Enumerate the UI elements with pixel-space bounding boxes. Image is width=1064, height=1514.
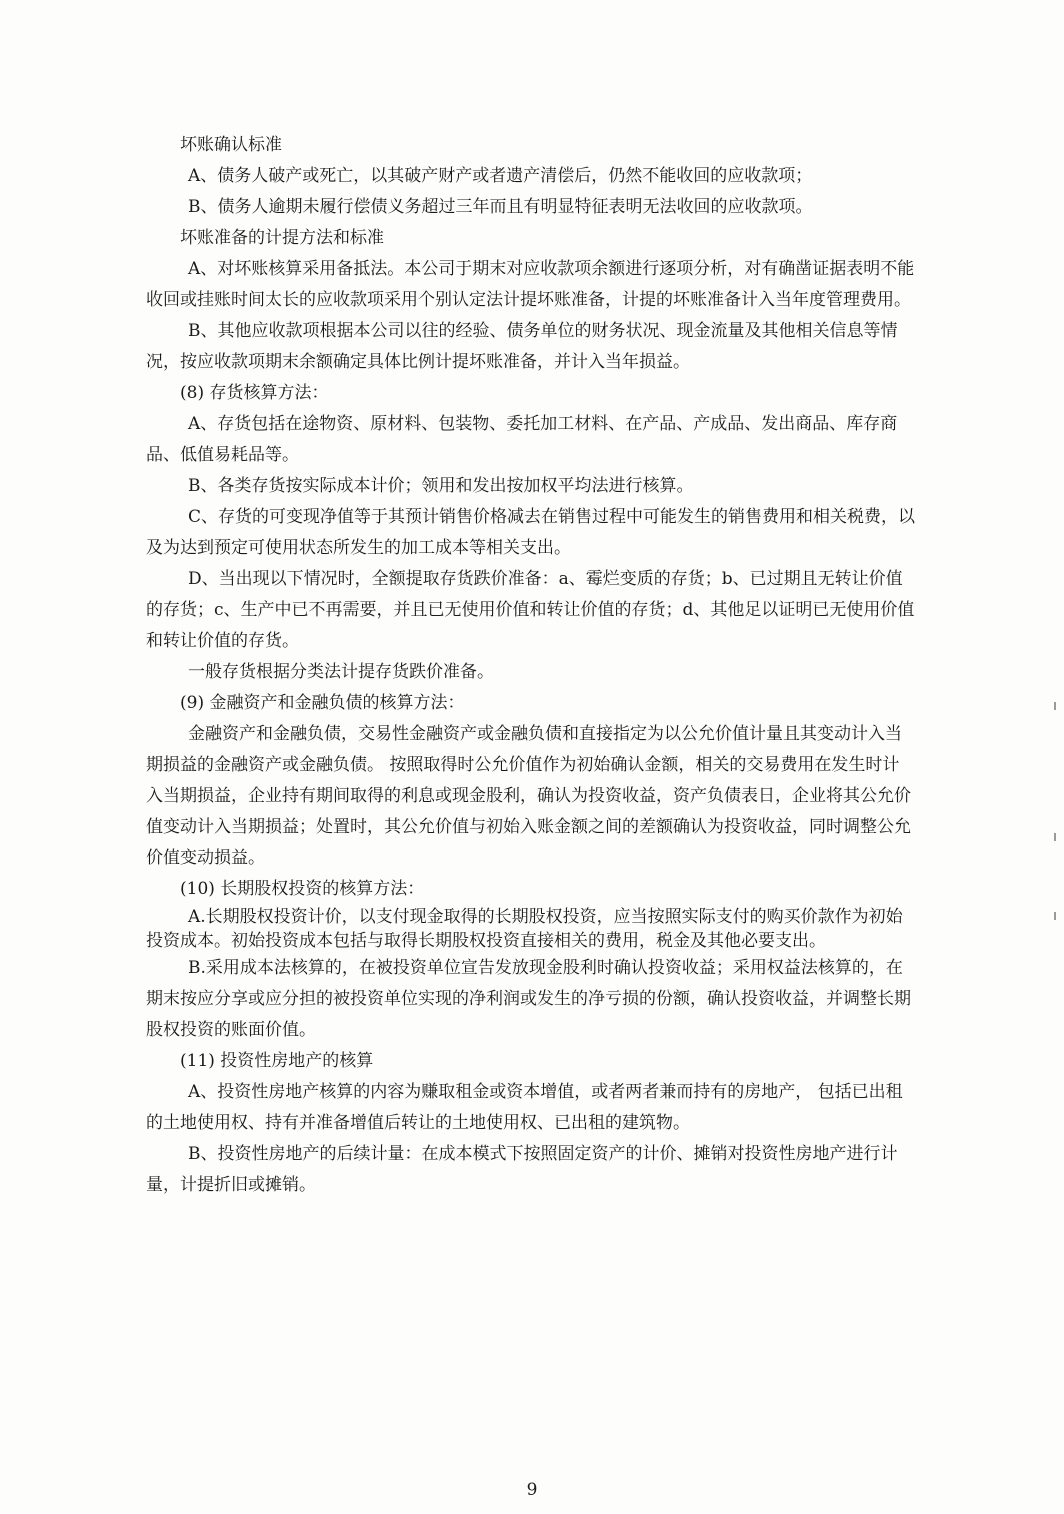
paragraph: C、存货的可变现净值等于其预计销售价格减去在销售过程中可能发生的销售费用和相关税费，以及为达到预定可使用状态所发生的加工成本等相关支出。 [146, 507, 916, 558]
paragraph: B、投资性房地产的后续计量：在成本模式下按照固定资产的计价、摊销对投资性房地产进行计量，计提折旧或摊销。 [146, 1144, 898, 1195]
paragraph: B、债务人逾期未履行偿债义务超过三年而且有明显特征表明无法收回的应收款项。 [188, 197, 813, 217]
heading-bad-debt-provision: 坏账准备的计提方法和标准 [180, 228, 384, 248]
paragraph: A、投资性房地产核算的内容为赚取租金或资本增值，或者两者兼而持有的房地产， 包括已出租的土地使用权、持有并准备增值后转让的土地使用权、已出租的建筑物。 [146, 1082, 903, 1133]
scan-margin-mark [1054, 702, 1056, 710]
heading-financial-assets: (9) 金融资产和金融负债的核算方法： [180, 693, 465, 713]
paragraph: B、其他应收款项根据本公司以往的经验、债务单位的财务状况、现金流量及其他相关信息等情况，按应收款项期末余额确定具体比例计提坏账准备，并计入当年损益。 [146, 321, 898, 372]
heading-inventory: (8) 存货核算方法： [180, 383, 329, 403]
paragraph: D、当出现以下情况时，全额提取存货跌价准备：a、霉烂变质的存货；b、已过期且无转让价值的存货；c、生产中已不再需要，并且已无使用价值和转让价值的存货；d、其他足以证明已无使用价值和转让价值的存货。 [146, 569, 915, 651]
paragraph: A、对坏账核算采用备抵法。本公司于期末对应收款项余额进行逐项分析，对有确凿证据表明不能收回或挂账时间太长的应收款项采用个别认定法计提坏账准备，计提的坏账准备计入当年度管理费用。 [146, 259, 915, 310]
paragraph: B、各类存货按实际成本计价；领用和发出按加权平均法进行核算。 [188, 476, 694, 496]
heading-bad-debt-recognition: 坏账确认标准 [180, 135, 282, 155]
heading-investment-property: (11) 投资性房地产的核算 [180, 1051, 374, 1071]
scan-margin-mark [1054, 833, 1056, 841]
paragraph: 金融资产和金融负债，交易性金融资产或金融负债和直接指定为以公允价值计量且其变动计入当期损益的金融资产或金融负债。 按照取得时公允价值作为初始确认金额，相关的交易费用在发生时计入当期损益，企业持有期间取得的利息或现金股利，确认为投资收益，资产负债表日，企业将其公允价值变动计入当期损益；处置时，其公允价值与初始入账金额之间的差额确认为投资收益，同时调整公允价值变动损益。 [146, 724, 911, 868]
heading-long-term-equity: (10) 长期股权投资的核算方法： [180, 879, 425, 899]
page-number: 9 [526, 1480, 538, 1500]
paragraph: A.长期股权投资计价，以支付现金取得的长期股权投资，应当按照实际支付的购买价款作为初始投资成本。初始投资成本包括与取得长期股权投资直接相关的费用，税金及其他必要支出。 [146, 907, 903, 951]
paragraph: A、债务人破产或死亡，以其破产财产或者遗产清偿后，仍然不能收回的应收款项； [188, 166, 813, 186]
scan-margin-mark [1054, 912, 1056, 920]
paragraph: B.采用成本法核算的，在被投资单位宣告发放现金股利时确认投资收益；采用权益法核算的，在期末按应分享或应分担的被投资单位实现的净利润或发生的净亏损的份额，确认投资收益，并调整长期股权投资的账面价值。 [146, 958, 911, 1040]
paragraph: 一般存货根据分类法计提存货跌价准备。 [188, 662, 494, 682]
document-body [146, 130, 916, 1201]
paragraph: A、存货包括在途物资、原材料、包装物、委托加工材料、在产品、产成品、发出商品、库存商品、低值易耗品等。 [146, 414, 898, 465]
